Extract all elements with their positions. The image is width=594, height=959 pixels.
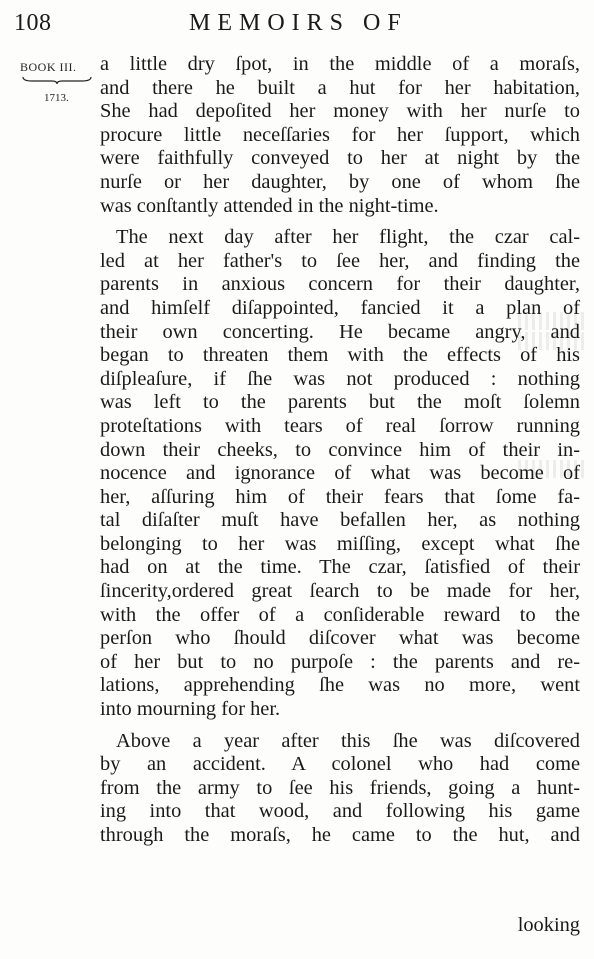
- text-line: led at her father's to ſee her, and finding the: [100, 249, 580, 272]
- text-line: by an accident. A colonel who had come: [100, 753, 580, 776]
- text-line: were faithfully conveyed to her at night by the: [100, 147, 580, 170]
- text-line: and himſelf diſappointed, fancied it a plan of: [100, 296, 580, 319]
- text-line: nocence and ignorance of what was become of: [100, 462, 580, 485]
- text-line: Above a year after this ſhe was diſcovered: [116, 729, 580, 752]
- text-line: their own concerting. He became angry, and: [100, 320, 580, 343]
- paragraph: [100, 53, 580, 218]
- paragraph: [100, 226, 580, 721]
- text-line: was conſtantly attended in the night-time.: [100, 194, 439, 217]
- running-title: MEMOIRS OF: [189, 10, 408, 36]
- text-line: procure little neceſſaries for her ſupport, which: [100, 123, 580, 146]
- text-line: had on at the time. The czar, ſatisfied of their: [100, 556, 580, 579]
- text-line: perſon who ſhould diſcover what was become: [100, 627, 580, 650]
- text-line: diſpleaſure, if ſhe was not produced : nothing: [100, 367, 580, 390]
- text-line: was left to the parents but the moſt ſolemn: [100, 391, 580, 414]
- text-line: nurſe or her daughter, by one of whom ſhe: [100, 170, 580, 193]
- text-line: from the army to ſee his friends, going a hunt-: [100, 776, 580, 799]
- paragraph: [100, 730, 580, 848]
- text-line: ſincerity,ordered great ſearch to be made for her,: [100, 580, 580, 603]
- text-line: She had depoſited her money with her nurſe to: [100, 100, 580, 123]
- text-line: proteſtations with tears of real ſorrow running: [100, 414, 580, 437]
- text-line: The next day after her flight, the czar cal-: [116, 226, 580, 249]
- text-line: lations, apprehending ſhe was no more, went: [100, 674, 580, 697]
- text-line: of her but to no purpoſe : the parents and re-: [100, 650, 580, 673]
- text-line: tal diſaſter muſt have befallen her, as nothing: [100, 509, 580, 532]
- paragraph-gap: [100, 722, 580, 730]
- text-line: and there he built a hut for her habitation,: [100, 76, 580, 99]
- text-line: began to threaten them with the effects of his: [100, 344, 580, 367]
- catchword: looking: [517, 914, 580, 936]
- body-text: [100, 53, 580, 848]
- text-line: into mourning for her.: [100, 698, 281, 721]
- text-line: through the moraſs, he came to the hut, and: [100, 824, 580, 846]
- text-line: parents in anxious concern for their daughter,: [100, 273, 580, 296]
- page-number: 108: [14, 10, 52, 36]
- page-header: [14, 4, 580, 44]
- text-line: ing into that wood, and following his game: [100, 800, 580, 823]
- text-line: a little dry ſpot, in the middle of a moraſs,: [100, 53, 580, 75]
- margin-brace-icon: [22, 76, 92, 84]
- margin-year-note: 1713.: [44, 92, 69, 104]
- text-line: her, aſſuring him of their fears that ſome fa-: [100, 485, 580, 508]
- text-line: with the offer of a conſiderable reward to the: [100, 603, 580, 626]
- margin-book-note: BOOK III.: [20, 60, 77, 74]
- paragraph-gap: [100, 218, 580, 226]
- text-line: belonging to her was miſſing, except what ſhe: [100, 532, 580, 555]
- text-line: down their cheeks, to convince him of their in-: [100, 438, 580, 461]
